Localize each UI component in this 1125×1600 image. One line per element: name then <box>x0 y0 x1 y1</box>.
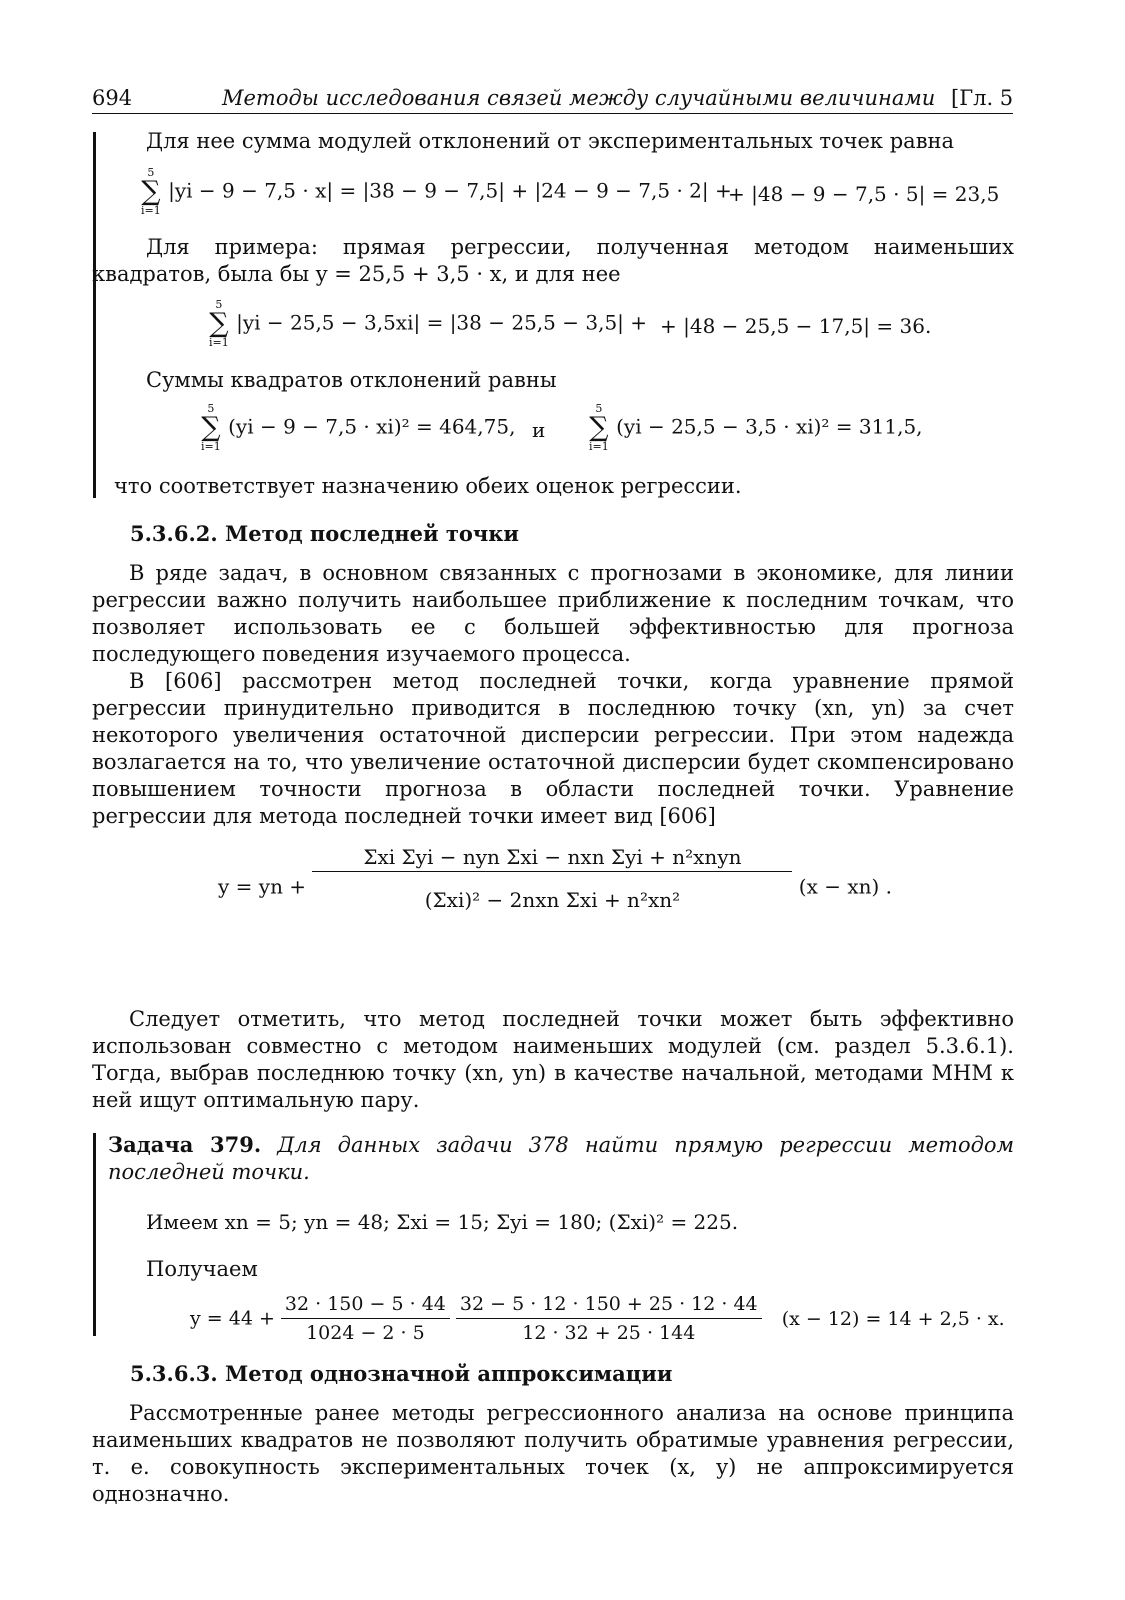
sum-sign: 5 ∑ i=1 <box>589 402 609 453</box>
equation-abs-sum-2 <box>208 299 647 349</box>
squares-intro-text: Суммы квадратов отклонений равны <box>146 368 557 392</box>
equation-lhs: |yi − 25,5 − 3,5xi| = |38 − 25,5 − 3,5| + <box>236 310 648 335</box>
running-title: Методы исследования связей между случайными величинами <box>222 86 936 110</box>
result-fraction-1 <box>281 1292 450 1345</box>
paragraph: Рассмотренные ранее методы регрессионного анализа на основе принципа наименьших квадратов не позволяют получить обратимые уравнения регрессии, т. е. совокупность экспериментальных точек (x, y) не аппроксимируется однозначно. <box>92 1401 1014 1506</box>
fraction-denominator: 12 · 32 + 25 · 144 <box>456 1318 762 1345</box>
example-paragraph <box>92 234 1014 288</box>
conclusion-text: что соответствует назначению обеих оценок регрессии. <box>114 474 742 498</box>
formula-lhs: y = yn + <box>218 874 307 899</box>
sum-sign: 5 ∑ i=1 <box>209 298 229 349</box>
sum-sign: 5 ∑ i=1 <box>201 402 221 453</box>
result-lhs: y = 44 + <box>190 1307 275 1330</box>
example-margin-bar <box>93 132 96 498</box>
equation-squares-right <box>588 403 923 453</box>
equation-abs-sum-2-rhs: + |48 − 25,5 − 17,5| = 36. <box>660 314 932 338</box>
formula-denominator: (Σxi)² − 2nxn Σxi + n²xn² <box>312 871 792 928</box>
result-rhs: (x − 12) = 14 + 2,5 · x. <box>781 1307 1005 1330</box>
equation-and: и <box>532 418 546 442</box>
fraction-numerator: 32 · 150 − 5 · 44 <box>284 1293 446 1315</box>
formula-fraction <box>312 845 792 928</box>
fraction-denominator: 1024 − 2 · 5 <box>281 1318 450 1345</box>
fraction-numerator: 32 − 5 · 12 · 150 + 25 · 12 · 44 <box>459 1293 758 1315</box>
formula-numerator: Σxi Σyi − nyn Σxi − nxn Σyi + n²xnyn <box>363 845 742 869</box>
last-point-regression-formula <box>218 845 892 928</box>
example-line-1: Для примера: прямая регрессии, полученная методом наименьших квадратов, была <box>92 235 1014 286</box>
paragraph: В ряде задач, в основном связанных с прогнозами в экономике, для линии регрессии важно получить наибольшее приближение к последним точкам, что позволяет использовать ее с большей эффективностью для прогноза последующего поведения изучаемого процесса. <box>92 561 1014 666</box>
result-fraction-2 <box>456 1292 762 1345</box>
equation-text: (yi − 9 − 7,5 · xi)² = 464,75, <box>228 414 516 439</box>
task-result-formula <box>190 1292 1005 1345</box>
header-rule <box>92 113 1013 114</box>
task-text: Для данных задачи 378 найти прямую регрессии методом последней точки. <box>108 1133 1014 1184</box>
equation-abs-sum-1 <box>140 167 732 217</box>
equation-lhs: |yi − 9 − 7,5 · x| = |38 − 9 − 7,5| + |24 − 9 − 7,5 · 2| + <box>168 178 732 203</box>
section-heading: 5.3.6.2. Метод последней точки <box>130 521 520 546</box>
formula-tail: (x − xn) . <box>798 874 893 899</box>
paragraph: Следует отметить, что метод последней точки может быть эффективно использован совместно с методом наименьших модулей (см. раздел 5.3.6.1). Тогда, выбрав последнюю точку (xn, yn) в качестве начальной, методами МНМ к ней ищут оптимальную пару. <box>92 1007 1014 1112</box>
chapter-label: [Гл. 5 <box>951 86 1014 110</box>
example-line-2: бы y = 25,5 + 3,5 · x, и для нее <box>279 262 621 286</box>
equation-squares-left <box>200 403 515 453</box>
task-margin-bar <box>93 1133 96 1336</box>
section-heading: 5.3.6.3. Метод однозначной аппроксимации <box>130 1361 673 1386</box>
task-statement <box>108 1131 1014 1186</box>
page-number: 694 <box>92 86 133 110</box>
equation-text: (yi − 25,5 − 3,5 · xi)² = 311,5, <box>616 414 923 439</box>
sum-sign: 5 ∑ i=1 <box>141 166 161 217</box>
equation-abs-sum-1-rhs: + |48 − 9 − 7,5 · 5| = 23,5 <box>728 182 1000 206</box>
task-obtain: Получаем <box>146 1257 258 1281</box>
paragraph: В [606] рассмотрен метод последней точки, когда уравнение прямой регрессии принудительно приводится в последнюю точку (xn, yn) за счет некоторого увеличения остаточной дисперсии регрессии. При этом надежда возлагается на то, что увеличение остаточной дисперсии будет скомпенсировано повышением точности прогноза в области последней точки. Уравнение регрессии для метода последней точки имеет вид [606] <box>92 669 1014 828</box>
task-title: Задача 379. <box>108 1132 262 1157</box>
sum-intro-text: Для нее сумма модулей отклонений от экспериментальных точек равна <box>146 129 955 153</box>
task-given: Имеем xn = 5; yn = 48; Σxi = 15; Σyi = 180; (Σxi)² = 225. <box>146 1210 739 1234</box>
